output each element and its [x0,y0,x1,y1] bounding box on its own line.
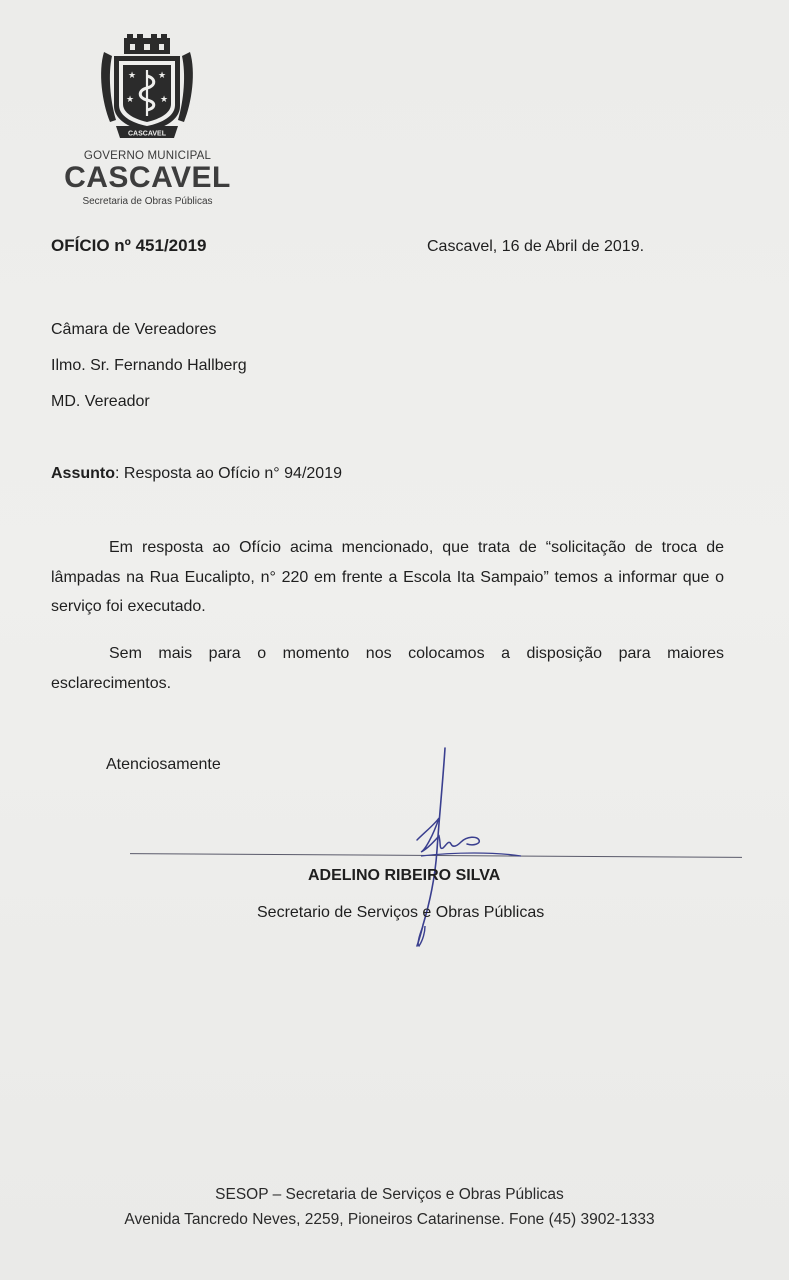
footer-organization: SESOP – Secretaria de Serviços e Obras Públicas [215,1186,564,1203]
subject-line [51,465,342,483]
letter-date: Cascavel, 16 de Abril de 2019. [427,238,645,255]
city-crest-logo [98,32,196,144]
svg-text:★: ★ [125,94,135,104]
recipient-line: Ilmo. Sr. Fernando Hallberg [51,357,247,374]
closing-text: Atenciosamente [106,756,221,773]
handwritten-signature [395,740,525,955]
svg-text:★: ★ [127,70,137,80]
subject-text: : Resposta ao Ofício n° 94/2019 [115,465,342,482]
recipient-line: Câmara de Vereadores [51,321,217,338]
city-name: CASCAVEL [64,161,231,194]
subject-label: Assunto [51,465,115,482]
department-name: Secretaria de Obras Públicas [82,196,213,207]
government-label: GOVERNO MUNICIPAL [83,150,212,162]
letter-number: OFÍCIO nº 451/2019 [51,236,207,255]
body-paragraph: Em resposta ao Ofício acima mencionado, que trata de “solicitação de troca de lâmpadas na Rua Eucalipto, n° 220 em frente a Escola Ita Sampaio” temos a informar que o serviço foi executado. [51,539,724,615]
crest-banner-text: CASCAVEL [128,130,166,138]
footer-address: Avenida Tancredo Neves, 2259, Pioneiros Catarinense. Fone (45) 3902-1333 [124,1211,655,1228]
svg-text:★: ★ [159,94,169,104]
svg-text:★: ★ [157,70,167,80]
signer-name: ADELINO RIBEIRO SILVA [308,867,501,884]
body-paragraph: Sem mais para o momento nos colocamos a disposição para maiores esclarecimentos. [51,645,724,692]
signer-title: Secretario de Serviços e Obras Públicas [257,904,545,921]
recipient-line: MD. Vereador [51,393,150,410]
